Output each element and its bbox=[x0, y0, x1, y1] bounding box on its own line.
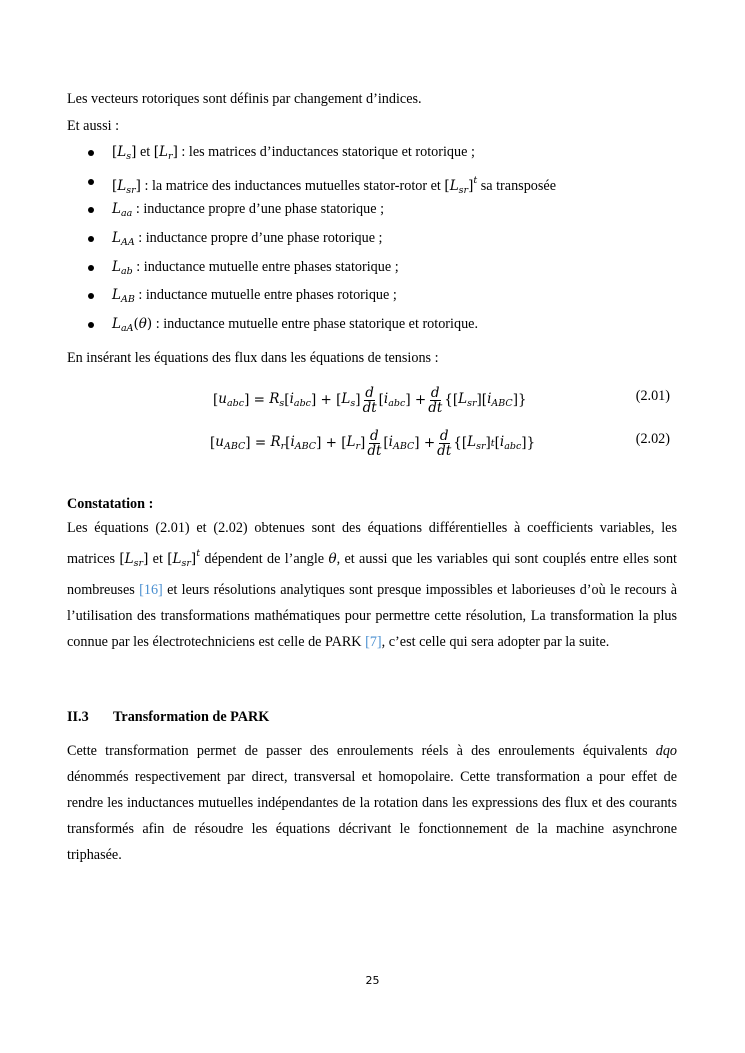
bullet-icon bbox=[88, 265, 94, 271]
equation-number: (2.01) bbox=[635, 388, 670, 404]
list-item: $L_{AB}$ : inductance mutuelle entre phases rotorique ; bbox=[67, 285, 677, 314]
bullet-icon bbox=[88, 150, 94, 156]
equation-body: [ $u_{ABC}$ ] = $R_r$ [ $i_{ABC}$ ] + [ $L_r$ ] $\frac{d}{dt}$ [ $i_{ABC}$ ] + $\frac{d}{dt}$ {[ $L_{sr}$ ] t [ $i_{abc}$ ]} bbox=[210, 427, 536, 459]
bullet-icon bbox=[88, 207, 94, 213]
definitions-list bbox=[67, 142, 677, 343]
section-heading bbox=[67, 709, 269, 726]
park-paragraph: Cette transformation permet de passer des enroulements réels à des enroulements équivalents dqo dénommés respectivement par direct, transversal et homopolaire. Cette transformation a pour effet de rendre les inductances mutuelles indépendantes de la rotation dans les expressions des flux et des courants transformés afin de résoudre les équations décrivant le fonctionnement de la machine asynchrone triphasée. bbox=[67, 743, 677, 864]
section-number: II.3 bbox=[67, 709, 89, 725]
flux-intro: En insérant les équations des flux dans les équations de tensions : bbox=[67, 350, 439, 366]
list-item: $L_{AA}$ : inductance propre d’une phase rotorique ; bbox=[67, 228, 677, 257]
list-item: $L_{aa}$ : inductance propre d’une phase statorique ; bbox=[67, 199, 677, 228]
equation-number: (2.02) bbox=[635, 431, 670, 447]
citation-link[interactable]: [7] bbox=[365, 634, 382, 651]
bullet-icon bbox=[88, 236, 94, 242]
page-number: 25 bbox=[365, 974, 380, 987]
bullet-icon bbox=[88, 322, 94, 328]
list-item: $[L_{sr}]$ : la matrice des inductances mutuelles stator-rotor et $[L_{sr}]^t$ sa transposée bbox=[67, 171, 677, 200]
list-item: $L_{ab}$ : inductance mutuelle entre phases statorique ; bbox=[67, 257, 677, 286]
section-title: Transformation de PARK bbox=[113, 709, 270, 725]
intro-line-2: Et aussi : bbox=[67, 118, 120, 134]
bullet-icon bbox=[88, 179, 94, 185]
equation-body: [ $u_{abc}$ ] = $R_s$ [ $i_{abc}$ ] + [ $L_s$ ] $\frac{d}{dt}$ [ $i_{abc}$ ] + $\frac{d}{dt}$ {[ $L_{sr}$ ][ $i_{ABC}$ ]} bbox=[213, 384, 527, 416]
equation-2-01 bbox=[0, 380, 745, 420]
equation-2-02 bbox=[0, 423, 745, 463]
citation-link[interactable]: [16] bbox=[139, 582, 163, 599]
constatation-paragraph: Les équations (2.01) et (2.02) obtenues sont des équations différentielles à coefficients variables, les matrices $[L_{sr}]$ et $[L_{sr}]^t$ dépendent de l’angle θ, et aussi que les variables qui sont couplés entre elles sont nombreuses [16] et leurs résolutions analytiques sont presque impossibles et laborieuses d’où le recours à l’utilisation des transformations mathématiques pour permettre cette résolution, La transformation la plus connue par les électrotechniciens est celle de PARK [7], c’est celle qui sera adopter par la suite. bbox=[67, 520, 678, 651]
constatation-heading: Constatation : bbox=[67, 496, 154, 512]
bullet-icon bbox=[88, 293, 94, 299]
list-item: $L_{aA}(\theta)$ : inductance mutuelle entre phase statorique et rotorique. bbox=[67, 314, 677, 343]
intro-line-1: Les vecteurs rotoriques sont définis par changement d’indices. bbox=[67, 91, 422, 107]
list-item: $[L_s]$ et $[L_r]$ : les matrices d’inductances statorique et rotorique ; bbox=[67, 142, 677, 171]
